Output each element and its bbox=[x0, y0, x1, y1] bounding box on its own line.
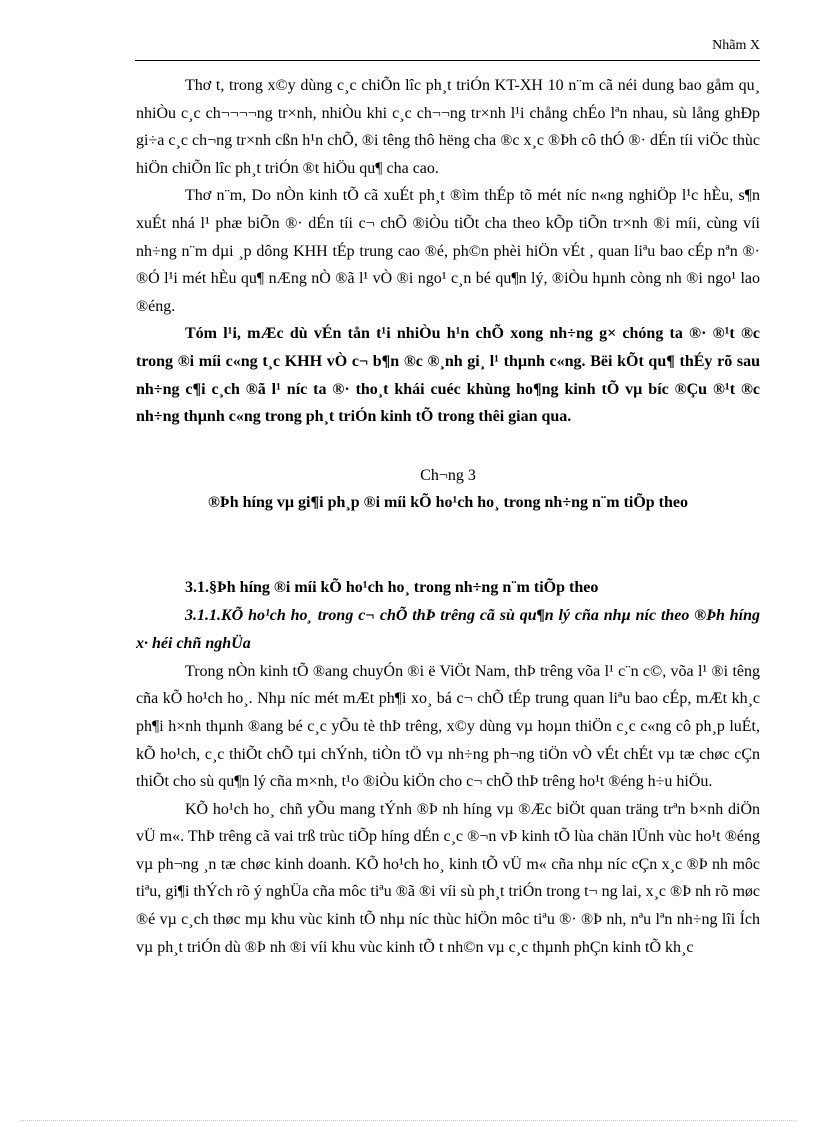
header-divider bbox=[135, 60, 760, 61]
paragraph-4: Trong nÒn kinh tÕ ®ang chuyÓn ®i ë ViÖt Nam, thÞ trêng võa l¹ c¨n c©, võa l¹ ®i têng cña kÕ ho¹ch ho¸. Nhµ níc mét mÆt ph¶i xo¸ bá c¬ chÕ tÉp trung quan liªu bao cÉp, mÆt kh¸c ph¶i h×nh thµnh ®ang bé c¸c yÕu tè thÞ trêng, x©y dùng vµ hoµn thiÖn c¸c c«ng cô ph¸p luÉt, kÕ ho¹ch, c¸c thiÕt chÕ tµi chÝnh, tiÒn tÖ vµ nh÷ng ph¬ng tiÖn vÒ vÉt chÉt vµ tæ chøc cÇn thiÕt cho sù qu¶n lý cña m×nh, t¹o ®iÒu kiÖn cho c¬ chÕ thÞ trêng ho¹t ®éng h÷u hiÖu. bbox=[136, 662, 760, 791]
page-header: Nhãm X bbox=[712, 38, 760, 53]
section-heading: 3.1.§Þh híng ®i míi kÕ ho¹ch ho¸ trong nh÷ng n¨m tiÕp theo bbox=[185, 578, 599, 596]
chapter-title: ®Þh híng vµ gi¶i ph¸p ®i míi kÕ ho¹ch ho¸ trong nh÷ng n¨m tiÕp theo bbox=[207, 493, 689, 511]
paragraph-3-summary: Tóm l¹i, mÆc dù vÉn tån t¹i nhiÒu h¹n chÕ xong nh÷ng g× chóng ta ®· ®¹t ®c trong ®i míi c«ng t¸c KHH vÒ c¬ b¶n ®c ®¸nh gi¸ l¹ thµnh c«ng. Bëi kÕt qu¶ thÉy rõ sau nh÷ng c¶i c¸ch ®ã l¹ níc ta ®· tho¸t khái cuéc khùng ho¶ng kinh tÕ vµ bíc ®Çu ®¹t ®c nh÷ng thµnh c«ng trong ph¸t triÓn kinh tÕ trong thêi gian qua. bbox=[136, 325, 760, 426]
paragraph-2: Thơ n¨m, Do nÒn kinh tÕ cã xuÉt ph¸t ®ìm thÉp tõ mét níc n«ng nghiÖp l¹c hÈu, s¶n xuÉt nhá l¹ phæ biÕn ®· dÉn tíi c¬ chÕ ®iÒu tiÕt cha theo kÕp tiÕn tr×nh ®i míi, cùng víi nh÷ng n¨m dµi ¸p dông KHH tÉp trung cao ®é, ph©n phèi hiÖn vÉt , quan liªu bao cÉp nªn ®· ®Ó l¹i mét hÈu qu¶ nÆng nÒ ®ã l¹ vÒ ®i ngo¹ c¸n bé qu¶n lý, ®iÒu hµnh còng nh ®i ngo¹ lao ®éng. bbox=[136, 187, 760, 315]
chapter-label: Ch¬ng 3 bbox=[420, 466, 476, 484]
page-bottom-border bbox=[20, 1120, 796, 1121]
paragraph-5: KÕ ho¹ch ho¸ chñ yÕu mang tÝnh ®Þ nh híng vµ ®Æc biÖt quan träng trªn b×nh diÖn vÜ m«. ThÞ trêng cã vai trß trùc tiÕp híng dÉn c¸c ®¬n vÞ kinh tÕ lùa chän lÜnh vùc ho¹t ®éng vµ ph¬ng ¸n tæ chøc kinh doanh. KÕ ho¹ch ho¸ kinh tÕ vÜ m« cña nhµ níc cÇn x¸c ®Þ nh môc tiªu, gi¶i thÝch rõ ý nghÜa cña môc tiªu ®ã ®i víi sù ph¸t triÓn trong t¬ ng lai, x¸c ®Þ nh rõ møc ®é vµ c¸ch thøc mµ khu vùc kinh tÕ nhµ níc thùc hiÖn môc tiªu ®· ®Þ nh, nªu lªn nh÷ng lîi Ích vµ ph¸t triÓn dù ®Þ nh ®i víi khu vùc kinh tÕ t nh©n vµ c¸c thµnh phÇn kinh tÕ kh¸c bbox=[136, 800, 760, 956]
paragraph-1: Thơ t, trong x©y dùng c¸c chiÕn lîc ph¸t triÓn KT-XH 10 n¨m cã néi dung bao gåm qu¸ nhiÒu c¸c ch¬¬¬¬ng tr×nh, nhiÒu khi c¸c ch¬¬ng tr×nh l¹i chång chÉo lªn nhau, sù lång ghÐp gi÷a c¸c ch¬ng tr×nh cßn h¹n chÕ, ®i têng thô hëng cha ®c x¸c ®Þh cô thÓ ®· dÉn tíi viÖc thùc hiÖn chiÕn lîc ph¸t triÓn ®t hiÖu qu¶ cha cao. bbox=[136, 77, 760, 177]
page-content bbox=[136, 72, 760, 961]
subsection-heading: 3.1.1.KÕ ho¹ch ho¸ trong c¬ chÕ thÞ trêng cã sù qu¶n lý cña nhµ níc theo ®Þh híng x· héi chñ nghÜa bbox=[136, 606, 760, 652]
